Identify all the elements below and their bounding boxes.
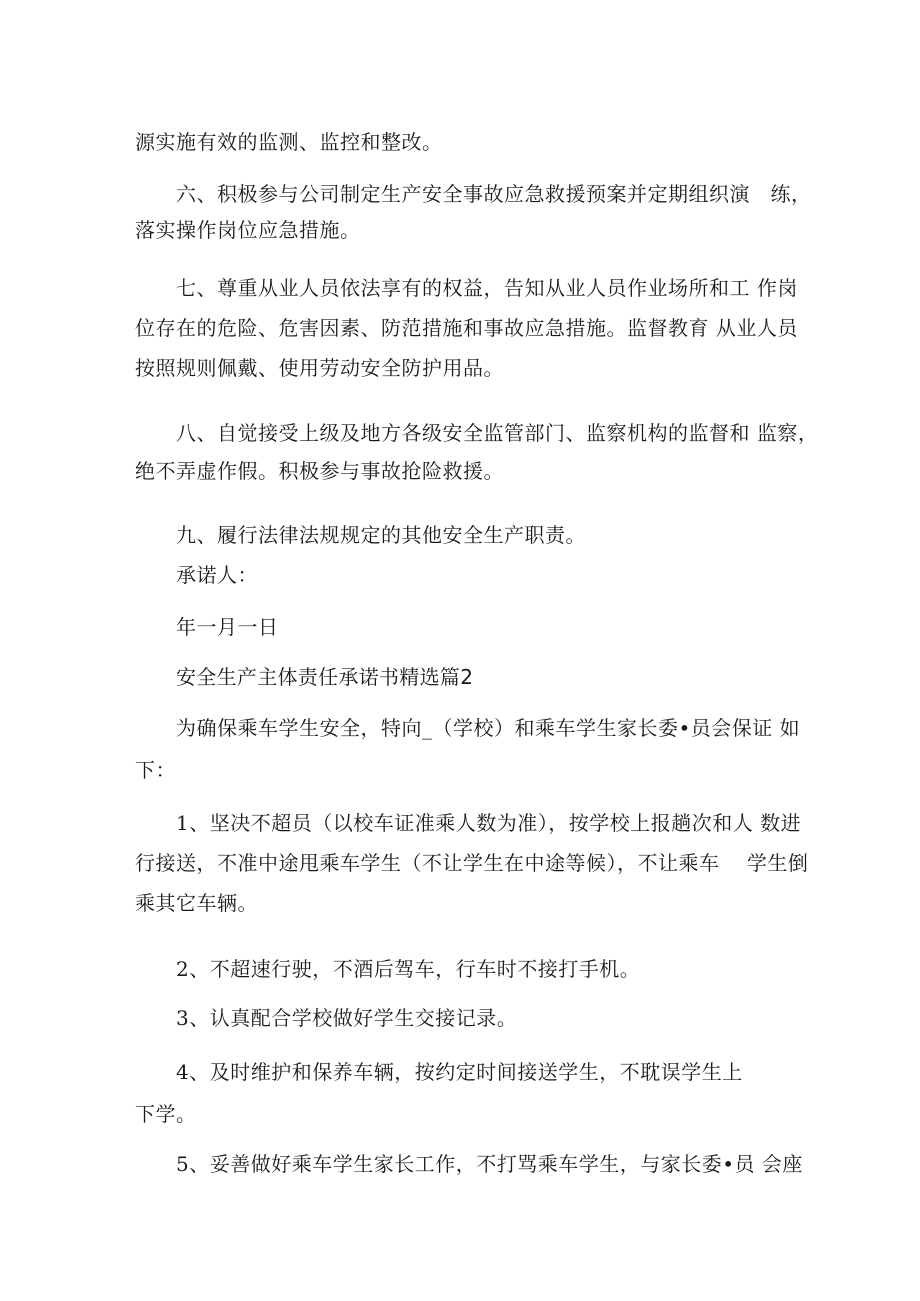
text-line: 按照规则佩戴、使用劳动安全防护用品。 <box>135 356 504 380</box>
text-line: 为确保乘车学生安全，特向_（学校）和乘车学生家长委•员会保证 如 <box>176 716 801 740</box>
text-line: 2、不超速行驶，不酒后驾车，行车时不接打手机。 <box>176 957 641 981</box>
text-line: 九、履行法律法规规定的其他安全生产职责。 <box>176 523 586 547</box>
text-line: 落实操作岗位应急措施。 <box>135 218 361 242</box>
text-line: 行接送，不准中途甩乘车学生（不让学生在中途等候），不让乘车 学生倒 <box>135 851 809 875</box>
text-line: 4、及时维护和保养车辆，按约定时间接送学生，不耽误学生上 <box>176 1060 743 1084</box>
text-line: 八、自觉接受上级及地方各级安全监管部门、监察机构的监督和 监察， <box>176 421 819 445</box>
text-line: 乘其它车辆。 <box>135 891 258 915</box>
text-line: 六、积极参与公司制定生产安全事故应急救援预案并定期组织演 练， <box>176 182 812 206</box>
text-line: 七、尊重从业人员依法享有的权益，告知从业人员作业场所和工 作岗 <box>176 276 798 300</box>
text-line: 3、认真配合学校做好学生交接记录。 <box>176 1006 518 1030</box>
text-line: 承诺人： <box>176 563 258 587</box>
text-line: 源实施有效的监测、监控和整改。 <box>135 130 443 154</box>
section-heading: 安全生产主体责任承诺书精选篇2 <box>176 665 474 689</box>
text-line: 年一月一日 <box>176 615 279 639</box>
text-line: 1、坚决不超员（以校车证准乘人数为准），按学校上报趟次和人 数进 <box>176 811 802 835</box>
text-line: 绝不弄虚作假。积极参与事故抢险救援。 <box>135 459 504 483</box>
text-line: 下学。 <box>135 1102 197 1126</box>
text-line: 5、妥善做好乘车学生家长工作，不打骂乘车学生，与家长委•员 会座 <box>176 1152 803 1176</box>
text-line: 位存在的危险、危害因素、防范措施和事故应急措施。监督教育 从业人员 <box>135 316 798 340</box>
text-line: 下： <box>135 758 176 782</box>
